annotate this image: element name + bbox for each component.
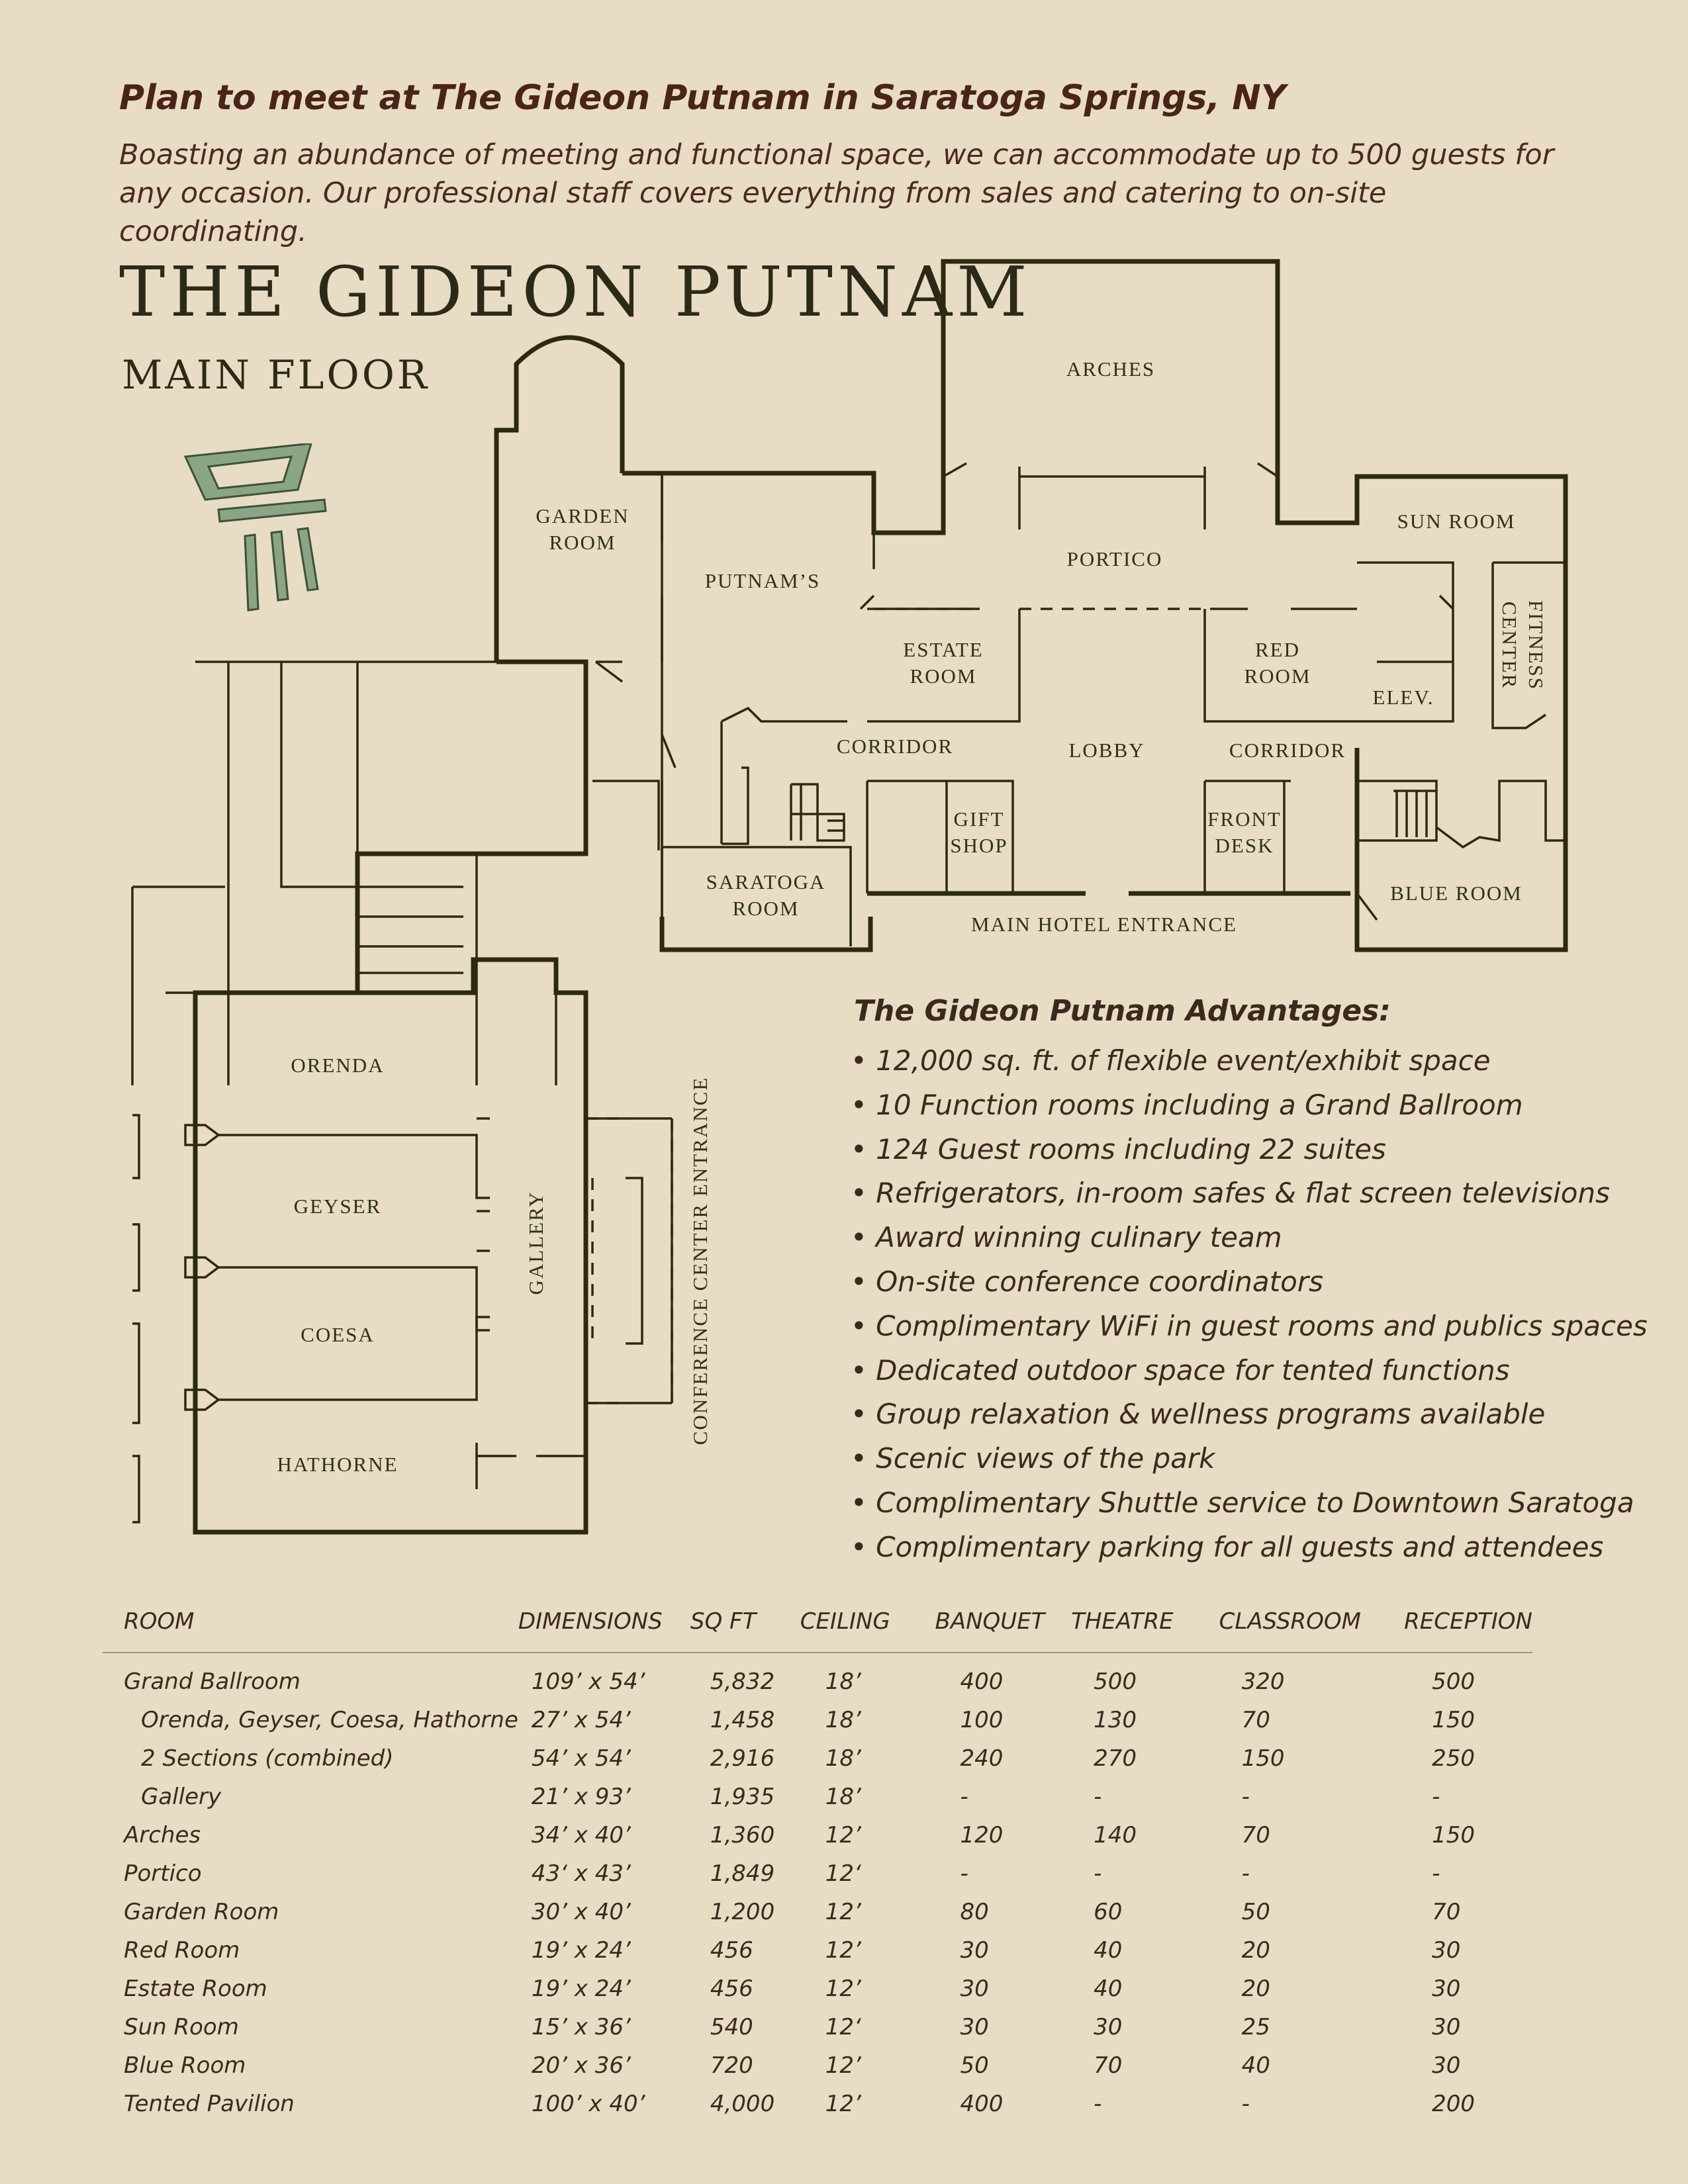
table-row	[103, 2046, 1532, 2085]
advantage-item: • Award winning culinary team	[851, 1216, 1648, 1260]
table-cell: 30’ x 40’	[531, 1899, 631, 1925]
advantage-item: • Complimentary WiFi in guest rooms and publics spaces	[851, 1304, 1648, 1349]
table-cell: 30	[960, 1976, 989, 2002]
advantage-item: • Dedicated outdoor space for tented functions	[851, 1349, 1648, 1393]
table-cell: 30	[1094, 2014, 1123, 2040]
column-header-room: ROOM	[124, 1608, 195, 1635]
table-cell: 12’	[825, 2091, 861, 2117]
room-label-gallery: GALLERY	[524, 1191, 547, 1295]
table-cell: 456	[710, 1976, 753, 2002]
table-cell: Red Room	[124, 1937, 240, 1964]
room-label-lobby: LOBBY	[1068, 739, 1145, 762]
room-label-saratoga-room: SARATOGA ROOM	[706, 870, 826, 920]
table-cell: 200	[1432, 2091, 1476, 2117]
table-cell: Estate Room	[124, 1976, 267, 2002]
table-header-row	[103, 1608, 1532, 1653]
table-cell: 400	[960, 1668, 1004, 1695]
column-header-ceiling: CEILING	[800, 1608, 890, 1635]
table-cell: -	[1094, 1860, 1102, 1887]
table-cell: 18’	[825, 1745, 861, 1772]
table-cell: 4,000	[710, 2091, 775, 2117]
table-cell: 30	[1432, 2014, 1461, 2040]
table-cell: -	[960, 1784, 968, 1810]
table-cell: 12’	[825, 1937, 861, 1964]
table-cell: 34’ x 40’	[531, 1822, 631, 1848]
column-header-sq-ft: SQ FT	[690, 1608, 757, 1635]
table-cell: 50	[960, 2052, 989, 2079]
table-cell: 12‘	[825, 1860, 861, 1887]
room-label-main-hotel-entrance: MAIN HOTEL ENTRANCE	[971, 913, 1237, 936]
table-cell: 100	[960, 1707, 1004, 1733]
room-label-elevator: ELEV.	[1372, 686, 1434, 709]
room-label-garden-room: GARDEN ROOM	[536, 504, 630, 554]
room-label-corridor-left: CORRIDOR	[836, 735, 954, 758]
room-label-fitness-center: FITNESS CENTER	[1498, 600, 1548, 691]
room-label-estate-room: ESTATE ROOM	[903, 638, 984, 688]
table-cell: -	[960, 1860, 968, 1887]
table-row	[103, 1653, 1532, 1701]
table-cell: 12’	[825, 1822, 861, 1848]
table-cell: 54’ x 54’	[531, 1745, 631, 1772]
advantages-list	[851, 1039, 1648, 1570]
table-cell: 20’ x 36’	[531, 2052, 631, 2079]
table-cell: Tented Pavilion	[124, 2091, 295, 2117]
table-cell: Orenda, Geyser, Coesa, Hathorne	[141, 1707, 518, 1733]
room-label-corridor-right: CORRIDOR	[1229, 739, 1346, 762]
table-cell: 30	[960, 2014, 989, 2040]
room-label-orenda: ORENDA	[291, 1054, 385, 1077]
table-cell: 70	[1432, 1899, 1461, 1925]
table-cell: 2 Sections (combined)	[141, 1745, 394, 1772]
table-row	[103, 1778, 1532, 1816]
table-cell: 70	[1241, 1707, 1270, 1733]
table-cell: 120	[960, 1822, 1004, 1848]
advantage-item: • Scenic views of the park	[851, 1437, 1648, 1481]
table-row	[103, 1816, 1532, 1854]
table-cell: Sun Room	[124, 2014, 239, 2040]
table-cell: 1,935	[710, 1784, 775, 1810]
room-label-blue-room: BLUE ROOM	[1390, 882, 1523, 905]
room-label-portico: PORTICO	[1066, 547, 1163, 570]
room-label-arches: ARCHES	[1066, 357, 1156, 381]
table-cell: 40	[1094, 1937, 1123, 1964]
table-cell: 12’	[825, 1976, 861, 2002]
capacity-table	[103, 1608, 1532, 2123]
table-cell: 20	[1241, 1976, 1270, 2002]
table-row	[103, 1931, 1532, 1970]
floor-label: MAIN FLOOR	[122, 352, 430, 398]
table-cell: 720	[710, 2052, 753, 2079]
intro-paragraph: Boasting an abundance of meeting and functional space, we can accommodate up to 500 guests for any occasion. Our professional staff covers everything from sales and catering to on-site coordinating.	[119, 138, 1554, 248]
table-cell: 250	[1432, 1745, 1476, 1772]
room-label-geyser: GEYSER	[293, 1195, 382, 1218]
table-cell: Grand Ballroom	[124, 1668, 301, 1695]
table-cell: 40	[1094, 1976, 1123, 2002]
table-cell: 30	[960, 1937, 989, 1964]
advantage-item: • Group relaxation & wellness programs available	[851, 1392, 1648, 1437]
advantage-item: • 12,000 sq. ft. of flexible event/exhibit space	[851, 1039, 1648, 1083]
table-cell: 12‘	[825, 2014, 861, 2040]
table-row	[103, 1893, 1532, 1931]
table-cell: Blue Room	[124, 2052, 246, 2079]
room-label-conference-center-entrance: CONFERENCE CENTER ENTRANCE	[688, 1076, 712, 1445]
advantage-item: • Complimentary parking for all guests and attendees	[851, 1525, 1648, 1570]
advantages-title: The Gideon Putnam Advantages:	[854, 994, 1391, 1028]
table-cell: -	[1094, 1784, 1102, 1810]
table-cell: 43‘ x 43’	[531, 1860, 631, 1887]
table-cell: 100’ x 40’	[531, 2091, 645, 2117]
table-cell: Portico	[124, 1860, 202, 1887]
page-headline: Plan to meet at The Gideon Putnam in Saratoga Springs, NY	[119, 78, 1286, 118]
table-cell: 30	[1432, 1976, 1461, 2002]
table-cell: 1,849	[710, 1860, 775, 1887]
table-cell: 240	[960, 1745, 1004, 1772]
table-cell: 1,200	[710, 1899, 775, 1925]
table-cell: 70	[1094, 2052, 1123, 2079]
room-label-red-room: RED ROOM	[1244, 638, 1311, 688]
table-cell: 140	[1094, 1822, 1137, 1848]
table-cell: -	[1094, 2091, 1102, 2117]
column-header-banquet: BANQUET	[935, 1608, 1045, 1635]
capacity-table-body	[103, 1653, 1532, 2123]
advantage-item: • Refrigerators, in-room safes & flat screen televisions	[851, 1171, 1648, 1216]
table-cell: 18’	[825, 1784, 861, 1810]
table-cell: 70	[1241, 1822, 1270, 1848]
room-label-front-desk: FRONT DESK	[1207, 807, 1282, 857]
advantage-item: • 124 Guest rooms including 22 suites	[851, 1128, 1648, 1172]
room-label-gift-shop: GIFT SHOP	[950, 807, 1008, 857]
table-cell: Arches	[124, 1822, 201, 1848]
table-cell: 19’ x 24’	[531, 1976, 631, 2002]
table-cell: 150	[1432, 1822, 1476, 1848]
table-cell: -	[1241, 1860, 1250, 1887]
table-cell: 50	[1241, 1899, 1270, 1925]
table-cell: 2,916	[710, 1745, 775, 1772]
room-label-coesa: COESA	[301, 1323, 375, 1346]
table-cell: Gallery	[141, 1784, 222, 1810]
table-cell: 109’ x 54’	[531, 1668, 645, 1695]
table-cell: 320	[1241, 1668, 1285, 1695]
table-cell: 30	[1432, 1937, 1461, 1964]
table-cell: 456	[710, 1937, 753, 1964]
table-cell: -	[1241, 1784, 1250, 1810]
table-cell: 19’ x 24’	[531, 1937, 631, 1964]
table-cell: 150	[1432, 1707, 1476, 1733]
table-row	[103, 1970, 1532, 2008]
table-cell: 500	[1432, 1668, 1476, 1695]
table-row	[103, 1854, 1532, 1893]
table-row	[103, 1739, 1532, 1778]
table-cell: 12’	[825, 1899, 861, 1925]
table-cell: 540	[710, 2014, 753, 2040]
table-cell: 18’	[825, 1707, 861, 1733]
table-cell: 5,832	[710, 1668, 775, 1695]
table-cell: 27’ x 54’	[531, 1707, 631, 1733]
column-header-theatre: THEATRE	[1071, 1608, 1174, 1635]
table-row	[103, 2085, 1532, 2123]
table-cell: 60	[1094, 1899, 1123, 1925]
table-cell: 270	[1094, 1745, 1137, 1772]
table-cell: 25	[1241, 2014, 1270, 2040]
room-label-hathorne: HATHORNE	[277, 1453, 399, 1476]
table-row	[103, 2008, 1532, 2046]
advantage-item: • On-site conference coordinators	[851, 1260, 1648, 1304]
table-cell: 40	[1241, 2052, 1270, 2079]
table-row	[103, 1701, 1532, 1739]
table-cell: 1,360	[710, 1822, 775, 1848]
table-cell: 21’ x 93’	[531, 1784, 631, 1810]
column-header-classroom: CLASSROOM	[1219, 1608, 1362, 1635]
room-label-sun-room: SUN ROOM	[1397, 510, 1516, 533]
table-cell: 1,458	[710, 1707, 775, 1733]
table-cell: 18’	[825, 1668, 861, 1695]
column-header-dimensions: DIMENSIONS	[518, 1608, 663, 1635]
column-header-reception: RECEPTION	[1404, 1608, 1532, 1635]
room-label-putnams: PUTNAM’S	[704, 569, 821, 592]
table-cell: 15’ x 36’	[531, 2014, 631, 2040]
table-cell: -	[1432, 1784, 1440, 1810]
table-cell: 80	[960, 1899, 989, 1925]
table-cell: -	[1241, 2091, 1250, 2117]
advantage-item: • Complimentary Shuttle service to Downtown Saratoga	[851, 1481, 1648, 1525]
advantage-item: • 10 Function rooms including a Grand Ballroom	[851, 1083, 1648, 1128]
table-cell: 20	[1241, 1937, 1270, 1964]
table-cell: 400	[960, 2091, 1004, 2117]
table-cell: 12’	[825, 2052, 861, 2079]
table-cell: 500	[1094, 1668, 1137, 1695]
table-cell: 30	[1432, 2052, 1461, 2079]
brand-title: THE GIDEON PUTNAM	[119, 251, 1032, 332]
table-cell: Garden Room	[124, 1899, 279, 1925]
table-cell: 130	[1094, 1707, 1137, 1733]
table-cell: 150	[1241, 1745, 1285, 1772]
table-cell: -	[1432, 1860, 1440, 1887]
